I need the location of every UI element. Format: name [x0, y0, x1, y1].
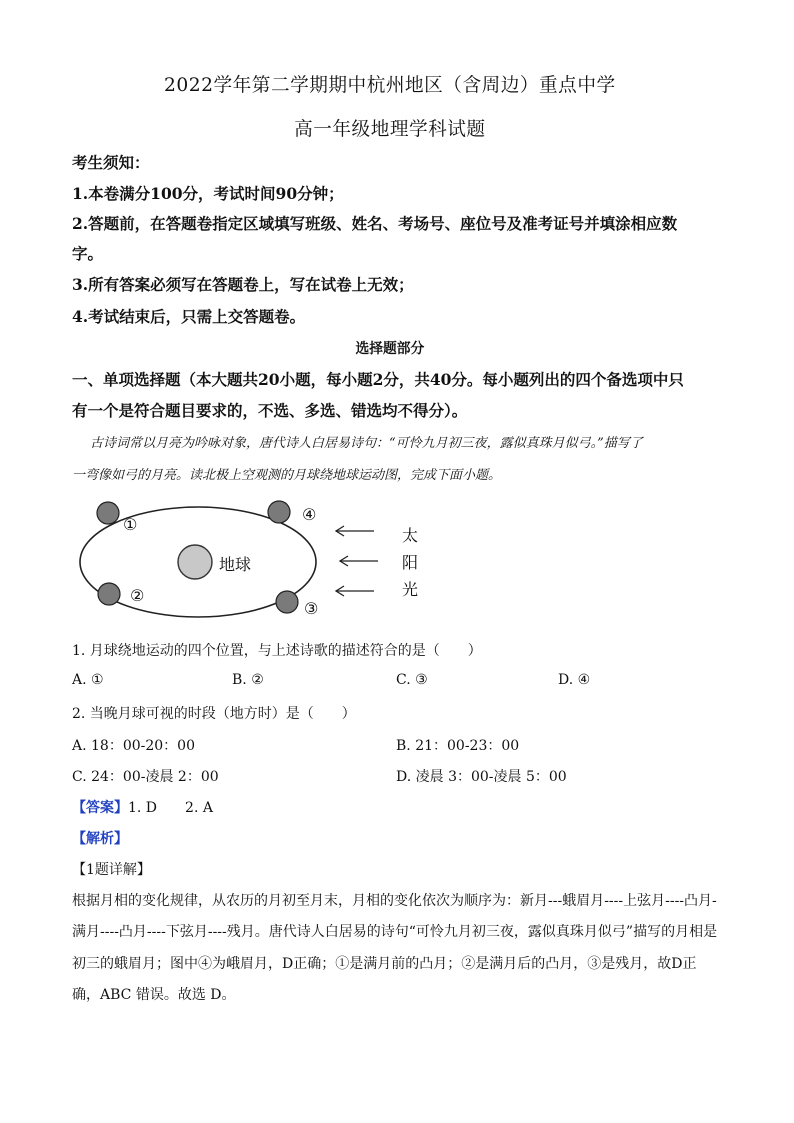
question-1-option-a: A. ①	[72, 672, 104, 688]
sunlight-arrows	[336, 526, 378, 596]
notice-heading: 考生须知：	[72, 153, 150, 172]
exam-title-line1: 2022学年第二学期期中杭州地区（含周边）重点中学	[164, 74, 616, 96]
earth-label: 地球	[219, 555, 252, 574]
question-1-stem: 1. 月球绕地运动的四个位置，与上述诗歌的描述符合的是（ ）	[72, 643, 482, 659]
question-2-option-c: C. 24：00-凌晨 2：00	[72, 769, 219, 785]
notice-item-2-cont: 字。	[72, 244, 104, 263]
notice-item-4: 4.考试结束后，只需上交答题卷。	[72, 307, 306, 326]
earth-icon	[178, 545, 212, 579]
position-label-3: ③	[304, 599, 319, 618]
sunlight-char-1: 太	[402, 526, 419, 545]
section-instruction-2: 有一个是符合题目要求的，不选、多选、错选均不得分）。	[72, 401, 468, 420]
notice-item-2: 2.答题前，在答题卷指定区域填写班级、姓名、考场号、座位号及准考证号并填涂相应数	[72, 214, 678, 233]
notice-item-1: 1.本卷满分100分，考试时间90分钟；	[72, 184, 344, 203]
answer-values: 1. D 2. A	[128, 800, 213, 816]
position-label-2: ②	[130, 586, 145, 605]
moon-position-4	[268, 501, 290, 523]
moon-position-3	[276, 591, 298, 613]
analysis-line-3: 初三的蛾眉月；图中④为峨眉月，D正确；①是满月前的凸月；②是满月后的凸月，③是残月，故D正	[72, 956, 697, 972]
question-1-option-c: C. ③	[396, 672, 428, 688]
answer-label: 【答案】	[72, 800, 128, 816]
question-2-option-b: B. 21：00-23：00	[396, 738, 520, 754]
analysis-line-4: 确，ABC 错误。故选 D。	[72, 987, 236, 1003]
analysis-line-2: 满月----凸月----下弦月----残月。唐代诗人白居易的诗句“可怜九月初三夜，露似真珠月似弓”描写的月相是	[72, 924, 718, 940]
section-instruction-1: 一、单项选择题（本大题共20小题，每小题2分，共40分。每小题列出的四个备选项中只	[72, 370, 684, 389]
moon-orbit-figure	[72, 495, 452, 625]
answer-row	[72, 797, 213, 817]
question-2-option-a: A. 18：00-20：00	[72, 738, 195, 754]
analysis-line-1: 根据月相的变化规律，从农历的月初至月末，月相的变化依次为顺序为：新月---蛾眉月----上弦月----凸月-	[72, 893, 717, 909]
exam-title-line2: 高一年级地理学科试题	[294, 118, 486, 140]
sunlight-char-2: 阳	[402, 553, 419, 572]
question-1-option-d: D. ④	[558, 672, 591, 688]
analysis-sub-label: 【1题详解】	[72, 862, 151, 878]
sunlight-char-3: 光	[402, 580, 419, 599]
question-2-stem: 2. 当晚月球可视的时段（地方时）是（ ）	[72, 706, 356, 722]
notice-item-3: 3.所有答案必须写在答题卷上，写在试卷上无效；	[72, 275, 414, 294]
question-2-option-d: D. 凌晨 3：00-凌晨 5：00	[396, 769, 567, 785]
question-1-option-b: B. ②	[232, 672, 264, 688]
moon-position-1	[97, 502, 119, 524]
position-label-4: ④	[302, 505, 317, 524]
position-label-1: ①	[123, 515, 138, 534]
passage-line-2: 一弯像如弓的月亮。读北极上空观测的月球绕地球运动图，完成下面小题。	[72, 468, 502, 483]
passage-line-1: 古诗词常以月亮为吟咏对象，唐代诗人白居易诗句：“可怜九月初三夜，露似真珠月似弓。”描写了	[90, 436, 643, 451]
section-title: 选择题部分	[355, 341, 425, 357]
analysis-label: 【解析】	[72, 831, 128, 847]
moon-position-2	[98, 583, 120, 605]
